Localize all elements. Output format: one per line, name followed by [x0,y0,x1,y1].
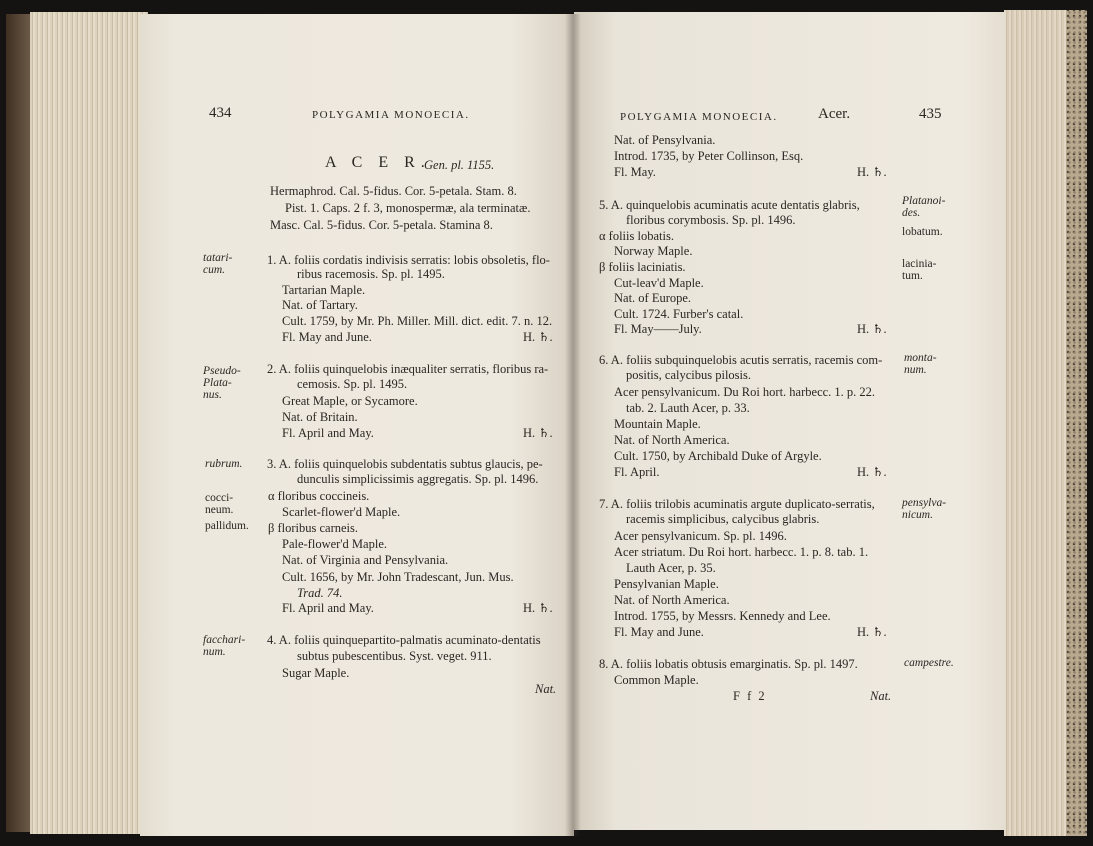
genus-description-line: Hermaphrod. Cal. 5-fidus. Cor. 5-petala. Stam. 8. [270,184,517,198]
text-line: Fl. April. [614,465,660,479]
text-line: Fl. May. [614,165,656,179]
margin-note: pallidum. [205,520,249,532]
text-line: Mountain Maple. [614,417,701,431]
text-line: β foliis laciniatis. [599,260,686,274]
running-genus: Acer. [818,106,851,122]
genus-description-line: Masc. Cal. 5-fidus. Cor. 5-petala. Stamina 8. [270,218,493,232]
text-line: H. ♄. [523,426,553,440]
left-running-head: POLYGAMIA MONOECIA. [312,109,470,121]
text-line: Cult. 1724. Furber's catal. [614,307,744,321]
text-line: racemis simplicibus, calycibus glabris. [626,512,820,526]
text-line: Norway Maple. [614,244,693,258]
genus-title: A C E R. [325,154,431,171]
text-line: Nat. of Britain. [282,410,358,424]
margin-note: rubrum. [205,458,243,470]
text-line: Nat. of North America. [614,433,730,447]
margin-note: campestre. [904,657,954,669]
text-line: Cult. 1750, by Archibald Duke of Argyle. [614,449,822,463]
right-page-edges [1004,10,1066,836]
gutter [565,14,581,836]
text-line: H. ♄. [857,625,887,639]
text-line: Trad. 74. [297,586,343,600]
text-line: H. ♄. [857,322,887,336]
genus-description-line: Pist. 1. Caps. 2 f. 3, monospermæ, ala terminatæ. [285,201,531,215]
text-line: Fl. May——July. [614,322,702,336]
signature-mark: F f 2 [733,689,767,703]
right-running-head: POLYGAMIA MONOECIA. [620,111,778,123]
text-line: 8. A. foliis lobatis obtusis emarginatis. Sp. pl. 1497. [599,657,858,671]
margin-note: monta- num. [904,352,937,376]
text-line: 7. A. foliis trilobis acuminatis argute duplicato-serratis, [599,497,875,511]
text-line: Acer striatum. Du Roi hort. harbecc. 1. p. 8. tab. 1. [614,545,869,559]
text-line: Scarlet-flower'd Maple. [282,505,401,519]
text-line: Great Maple, or Sycamore. [282,394,418,408]
text-line: Introd. 1755, by Messrs. Kennedy and Lee. [614,609,831,623]
text-line: floribus corymbosis. Sp. pl. 1496. [626,213,796,227]
right-page-number: 435 [919,106,942,122]
text-line: Nat. of North America. [614,593,730,607]
text-line: Tartarian Maple. [282,283,366,297]
text-line: subtus pubescentibus. Syst. veget. 911. [297,649,492,663]
text-line: Introd. 1735, by Peter Collinson, Esq. [614,149,804,163]
text-line: positis, calycibus pilosis. [626,368,751,382]
margin-note: lacinia- tum. [902,258,937,282]
text-line: Lauth Acer, p. 35. [626,561,716,575]
text-line: Sugar Maple. [282,666,350,680]
text-line: Cult. 1656, by Mr. John Tradescant, Jun. Mus. [282,570,514,584]
text-line: Fl. May and June. [282,330,372,344]
text-line: H. ♄. [857,465,887,479]
text-line: H. ♄. [857,165,887,179]
catchword: Nat. [535,682,557,696]
text-line: Fl. April and May. [282,426,374,440]
text-line: tab. 2. Lauth Acer, p. 33. [626,401,750,415]
left-page-edges [30,12,148,834]
text-line: Nat. of Virginia and Pensylvania. [282,553,449,567]
text-line: Nat. of Tartary. [282,298,358,312]
text-line: Common Maple. [614,673,699,687]
left-page-number: 434 [209,105,232,121]
text-line: Cut-leav'd Maple. [614,276,704,290]
text-line: Pale-flower'd Maple. [282,537,387,551]
text-line: cemosis. Sp. pl. 1495. [297,377,408,391]
text-line: Fl. April and May. [282,601,374,615]
text-line: 5. A. quinquelobis acuminatis acute dentatis glabris, [599,198,860,212]
text-line: Acer pensylvanicum. Du Roi hort. harbecc. 1. p. 22. [614,385,876,399]
margin-note: Pseudo- Plata- nus. [203,365,241,401]
margin-note: lobatum. [902,226,943,238]
margin-note: cocci- neum. [205,492,234,516]
text-line: 6. A. foliis subquinquelobis acutis serratis, racemis com- [599,353,883,367]
margin-note: Platanoi- des. [902,195,946,219]
text-line: 4. A. foliis quinquepartito-palmatis acuminato-dentatis [267,633,541,647]
text-line: Nat. of Pensylvania. [614,133,716,147]
text-line: α foliis lobatis. [599,229,674,243]
text-line: 2. A. foliis quinquelobis inæqualiter serratis, floribus ra- [267,362,549,376]
text-line: Nat. of Europe. [614,291,692,305]
margin-note: facchari- num. [203,634,246,658]
text-line: β floribus carneis. [268,521,359,535]
text-line: 1. A. foliis cordatis indivisis serratis: lobis obsoletis, flo- [267,253,550,267]
text-line: dunculis simplicissimis aggregatis. Sp. pl. 1496. [297,472,539,486]
text-line: ribus racemosis. Sp. pl. 1495. [297,267,445,281]
text-line: Fl. May and June. [614,625,704,639]
margin-note: pensylva- nicum. [902,497,947,521]
genus-reference: Gen. pl. 1155. [424,158,495,172]
text-line: 3. A. foliis quinquelobis subdentatis subtus glaucis, pe- [267,457,543,471]
text-line: Pensylvanian Maple. [614,577,719,591]
left-page [140,14,574,836]
catchword: Nat. [870,689,892,703]
margin-note: tatari- cum. [203,252,233,276]
text-line: α floribus coccineis. [268,489,370,503]
text-line: Acer pensylvanicum. Sp. pl. 1496. [614,529,787,543]
text-line: Cult. 1759, by Mr. Ph. Miller. Mill. dict. edit. 7. n. 12. [282,314,553,328]
text-line: H. ♄. [523,601,553,615]
text-line: H. ♄. [523,330,553,344]
